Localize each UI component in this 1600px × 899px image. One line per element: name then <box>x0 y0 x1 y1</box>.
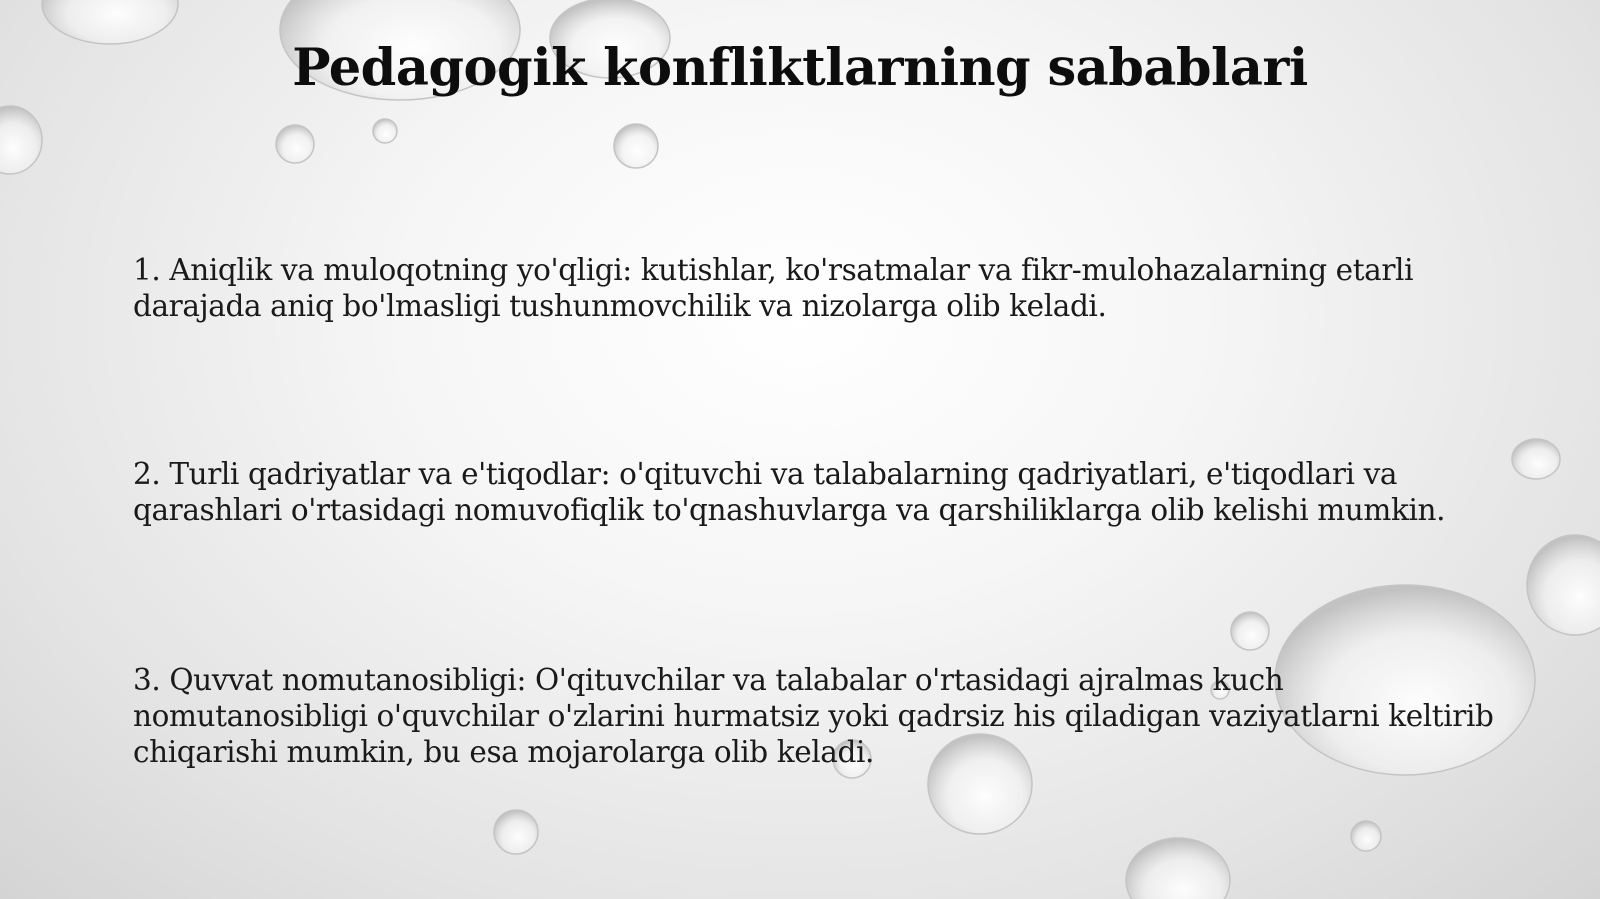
water-drop <box>1351 821 1381 851</box>
cause-paragraph-3: 3. Quvvat nomutanosibligi: O'qituvchilar va talabalar o'rtasidagi ajralmas kuch nomutanosibligi o'quvchilar o'zlarini hurmatsiz yoki qadrsiz his qiladigan vaziyatlarni keltirib chiqarishi mumkin, bu esa mojarolarga olib keladi. <box>133 663 1494 769</box>
slide-title: Pedagogik konfliktlarning sabablari <box>292 38 1308 98</box>
water-drop <box>1527 535 1600 635</box>
water-drop <box>614 124 658 168</box>
water-drop <box>1126 838 1230 899</box>
water-drop <box>1231 612 1269 650</box>
water-drop <box>494 810 538 854</box>
water-drop <box>0 106 42 174</box>
cause-paragraph-2: 2. Turli qadriyatlar va e'tiqodlar: o'qituvchi va talabalarning qadriyatlari, e'tiqodlari va qarashlari o'rtasidagi nomuvofiqlik to'qnashuvlarga va qarshiliklarga olib kelishi mumkin. <box>133 457 1446 527</box>
water-drop <box>276 125 314 163</box>
water-drop <box>373 119 397 143</box>
cause-paragraph-1: 1. Aniqlik va muloqotning yo'qligi: kutishlar, ko'rsatmalar va fikr-mulohazalarning etarli darajada aniq bo'lmasligi tushunmovchilik va nizolarga olib keladi. <box>133 253 1414 323</box>
water-drop <box>1512 439 1560 479</box>
